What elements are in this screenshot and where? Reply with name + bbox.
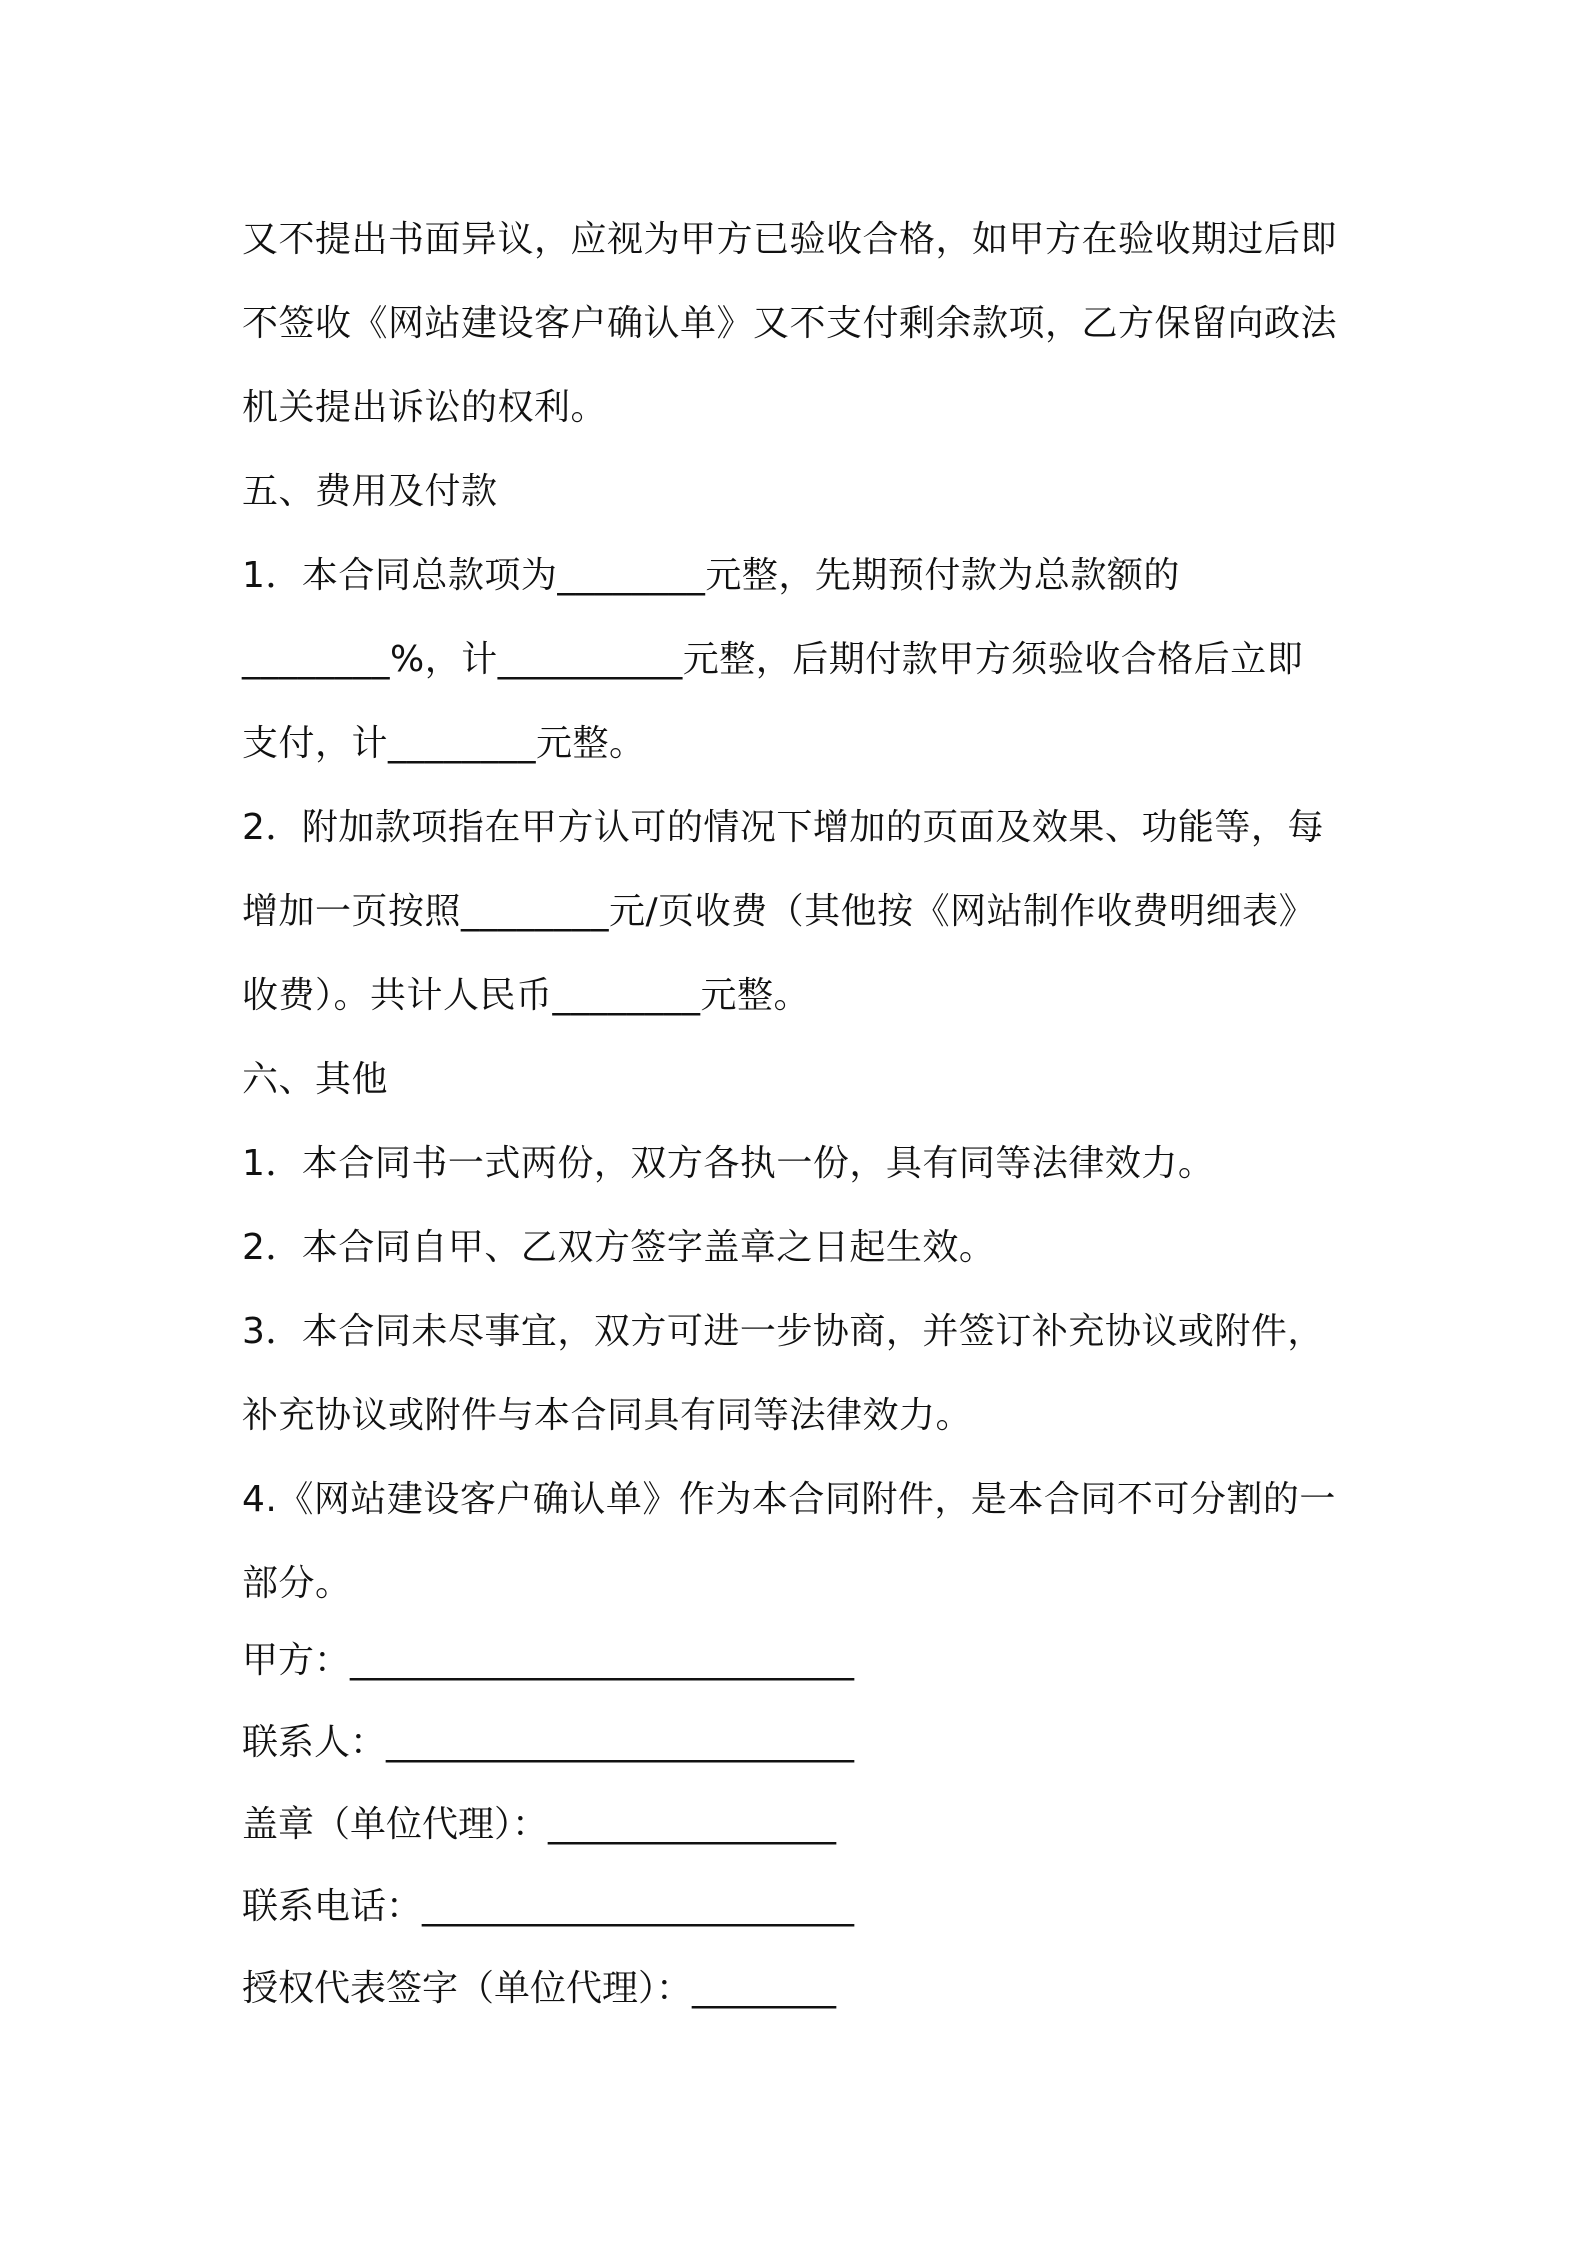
body-line: 1．本合同总款项为________元整，先期预付款为总款额的: [242, 555, 1180, 596]
section-heading-fees: 五、费用及付款: [242, 471, 498, 512]
body-line: 支付，计________元整。: [242, 723, 646, 764]
body-line: ________%，计__________元整，后期付款甲方须验收合格后立即: [242, 639, 1304, 680]
body-line: 2．本合同自甲、乙双方签字盖章之日起生效。: [242, 1227, 996, 1268]
body-line: 增加一页按照________元/页收费（其他按《网站制作收费明细表》: [242, 891, 1316, 932]
body-line: 4.《网站建设客户确认单》作为本合同附件，是本合同不可分割的一: [242, 1479, 1336, 1520]
body-line: 1．本合同书一式两份，双方各执一份，具有同等法律效力。: [242, 1143, 1215, 1184]
body-line: 3．本合同未尽事宜，双方可进一步协商，并签订补充协议或附件，: [242, 1311, 1324, 1352]
body-line: 2．附加款项指在甲方认可的情况下增加的页面及效果、功能等，每: [242, 807, 1324, 848]
body-line: 不签收《网站建设客户确认单》又不支付剩余款项，乙方保留向政法: [242, 303, 1338, 344]
section-heading-other: 六、其他: [242, 1059, 389, 1100]
contact-phone-line: 联系电话：________________________: [242, 1886, 855, 1927]
seal-line: 盖章（单位代理）：________________: [242, 1804, 837, 1845]
party-a-signature-line: 甲方：____________________________: [242, 1640, 855, 1681]
body-line: 又不提出书面异议，应视为甲方已验收合格，如甲方在验收期过后即: [242, 219, 1338, 260]
contract-body: [242, 198, 1362, 1626]
signature-section: [242, 1620, 1362, 2030]
body-line: 补充协议或附件与本合同具有同等法律效力。: [242, 1395, 973, 1436]
body-line: 收费）。共计人民币________元整。: [242, 975, 811, 1016]
authorized-signature-line: 授权代表签字（单位代理）：________: [242, 1968, 837, 2009]
body-line: 部分。: [242, 1563, 352, 1604]
contact-person-line: 联系人：__________________________: [242, 1722, 855, 1763]
body-line: 机关提出诉讼的权利。: [242, 387, 608, 428]
